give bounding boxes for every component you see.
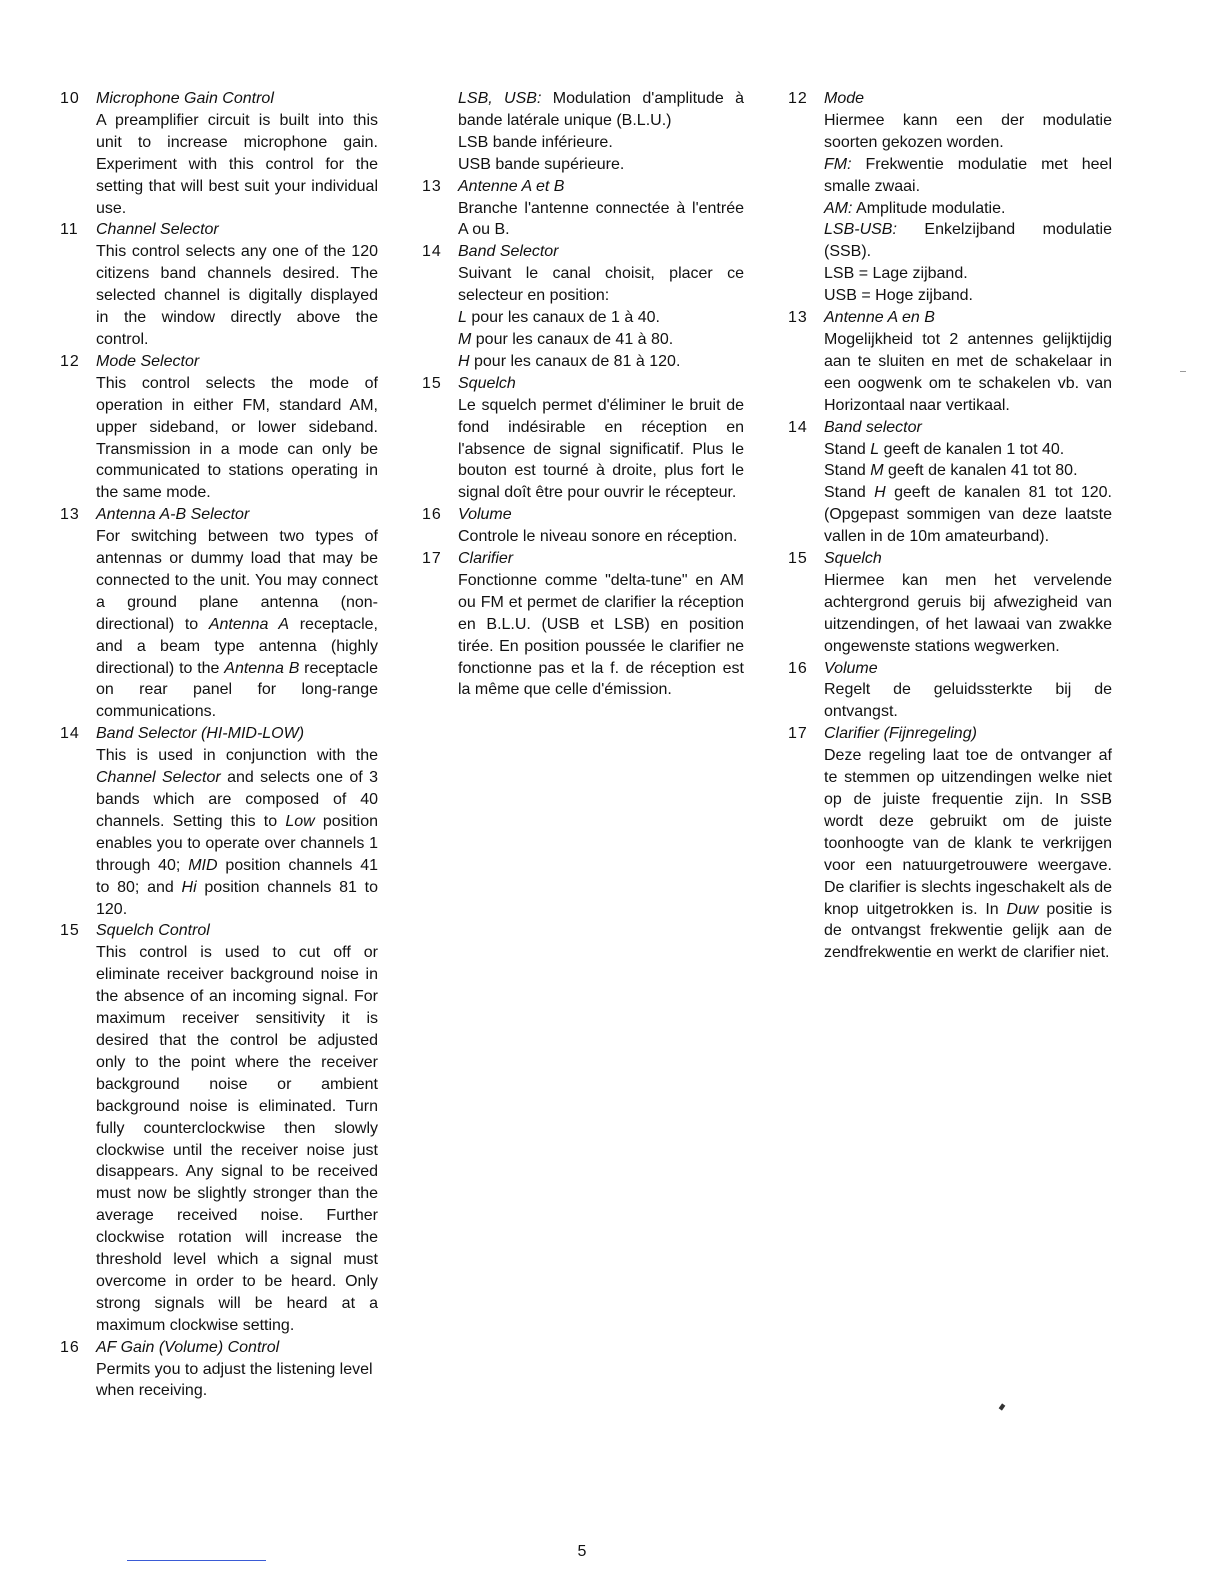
- text-run: Stand: [824, 484, 875, 502]
- text-run: receptacle, and a beam type antenna (highly directional) to the: [96, 615, 378, 677]
- italic-run: Hi: [181, 878, 197, 896]
- text-run: Modulation d'amplitude à bande latérale unique (B.L.U.): [458, 90, 744, 129]
- item-number: 17: [788, 725, 808, 743]
- text-run: pour les canaux de 1 à 40.: [466, 309, 660, 327]
- italic-run: L: [458, 309, 467, 327]
- text-run: Frekwentie modulatie met heel smalle zwaai.: [824, 155, 1112, 195]
- italic-run: Channel Selector: [96, 769, 221, 787]
- item-microphone-gain: [60, 88, 378, 219]
- item-text: [458, 88, 744, 132]
- item-text: Suivant le canal choisit, placer ce selecteur en position:: [458, 265, 744, 305]
- item-volume-nl: [788, 658, 1112, 724]
- item-mode-nl: [788, 88, 1112, 307]
- item-title: Squelch: [824, 550, 882, 568]
- item-number: 14: [788, 418, 808, 436]
- italic-run: AM:: [824, 199, 853, 217]
- item-channel-selector: [60, 219, 378, 350]
- ssb-line: [824, 219, 1112, 263]
- item-number: 10: [60, 90, 80, 107]
- item-number: 15: [788, 550, 808, 568]
- band-h-line: [824, 482, 1112, 548]
- italic-run: M: [870, 462, 884, 480]
- english-column: [60, 88, 378, 1402]
- item-title: Microphone Gain Control: [96, 90, 274, 107]
- item-text: This control is used to cut off or eliminate receiver background noise in the absence of an incoming signal. For maximum receiver sensitivity it is desired that the control be adjusted only to the point where the receiver background noise or ambient background noise is eliminated. Turn fully counterclockwise then slowly clockwise until the receiver noise just disappears. Any signal to be received must now be slightly stronger than the average received noise. Further clockwise rotation will increase the threshold level which a signal must overcome in order to be heard. Only strong signals will be heard at a maximum clockwise setting.: [96, 944, 378, 1334]
- footer-rule: [127, 1560, 266, 1561]
- item-antenne-nl: [788, 307, 1112, 417]
- italic-run: FM:: [824, 155, 852, 173]
- text-run: Stand: [824, 462, 871, 480]
- italic-run: M: [458, 330, 472, 348]
- item-title: Volume: [824, 659, 878, 677]
- item-mode-selector: [60, 351, 378, 504]
- scan-speck: [999, 1403, 1006, 1410]
- item-text: Permits you to adjust the listening level when receiving.: [96, 1360, 373, 1400]
- item-text: Regelt de geluidssterkte bij de ontvangst.: [824, 681, 1112, 721]
- italic-run: LSB-USB:: [824, 221, 897, 239]
- italic-run: MID: [188, 856, 218, 874]
- item-number: 16: [422, 506, 442, 524]
- band-h-line: [458, 351, 744, 373]
- item-text: This control selects the mode of operation in either FM, standard AM, upper sideband, or lower sideband. Transmission in a mode can only be communicated to stations operating in the same mode.: [96, 374, 378, 502]
- usb-line: USB = Hoge zijband.: [824, 287, 973, 305]
- item-title: AF Gain (Volume) Control: [96, 1338, 280, 1356]
- item-squelch-control: [60, 920, 378, 1336]
- item-lsb-usb: [422, 88, 744, 176]
- item-text: Controle le niveau sonore en réception.: [458, 528, 738, 546]
- item-number: 15: [422, 374, 442, 392]
- item-antenna-selector: [60, 504, 378, 723]
- band-l-line: [824, 439, 1112, 461]
- item-af-gain: [60, 1337, 378, 1403]
- item-number: 13: [788, 309, 808, 327]
- text-run: position channels 81 to 120.: [96, 878, 378, 918]
- text-run: receptacle on rear panel for long-range communications.: [96, 659, 379, 721]
- italic-run: H: [458, 352, 470, 370]
- item-clarifier-nl: [788, 723, 1112, 964]
- item-number: 11: [60, 221, 79, 239]
- item-text: [96, 745, 378, 920]
- item-band-selector-fr: [422, 241, 744, 372]
- item-squelch-nl: [788, 548, 1112, 658]
- item-number: 17: [422, 550, 442, 568]
- band-l-line: [458, 307, 744, 329]
- item-band-selector-nl: [788, 417, 1112, 548]
- item-antenne-a-b: [422, 176, 744, 242]
- text-run: This is used in conjunction with the: [96, 747, 378, 765]
- italic-run: Antenna B: [224, 659, 300, 677]
- item-number: 12: [60, 352, 80, 370]
- page-number: 5: [577, 1543, 587, 1560]
- text-run: geeft de kanalen 81 tot 120. (Opgepast sommigen van deze laatste vallen in de 10m amateurband).: [824, 484, 1112, 546]
- text-run: and selects one of 3 bands which are composed of 40 channels. Setting this to: [96, 769, 379, 830]
- item-title: Mode: [824, 90, 865, 107]
- item-title: Band Selector: [458, 243, 559, 261]
- italic-run: Antenna A: [208, 615, 290, 633]
- lsb-line: LSB bande inférieure.: [458, 133, 613, 151]
- item-text: A preamplifier circuit is built into this unit to increase microphone gain. Experiment with this control for the setting that will best suit your individual use.: [96, 111, 378, 217]
- item-number: 14: [422, 243, 442, 261]
- am-line: [824, 198, 1112, 220]
- item-title: Squelch: [458, 374, 516, 392]
- item-title: Mode Selector: [96, 352, 200, 370]
- item-title: Band Selector (HI-MID-LOW): [96, 725, 305, 743]
- italic-run: LSB, USB:: [458, 90, 542, 107]
- item-title: Antenne A et B: [458, 177, 565, 195]
- item-squelch-fr: [422, 373, 744, 504]
- italic-run: Low: [285, 812, 315, 830]
- italic-run: L: [870, 440, 880, 458]
- text-run: Stand: [824, 440, 871, 458]
- lsb-line: LSB = Lage zijband.: [824, 265, 968, 283]
- item-band-selector: [60, 723, 378, 920]
- item-title: Clarifier (Fijnregeling): [824, 725, 977, 743]
- dutch-column: [788, 88, 1112, 964]
- text-run: Amplitude modulatie.: [852, 199, 1006, 217]
- item-text: Mogelijkheid tot 2 antennes gelijktijdig aan te sluiten en met de schakelaar in een oogwenk om te schakelen vb. van Horizontaal naar vertikaal.: [824, 330, 1112, 414]
- item-number: 16: [788, 659, 808, 677]
- text-run: pour les canaux de 81 à 120.: [469, 352, 681, 370]
- scan-speck: [1180, 371, 1186, 372]
- item-text: Branche l'antenne connectée à l'entrée A ou B.: [458, 199, 744, 239]
- item-text: Hiermee kan men het vervelende achtergrond geruis bij afwezigheid van uitzendingen, of het lawaai van zwakke ongewenste stations wegwerken.: [824, 571, 1112, 655]
- item-title: Channel Selector: [96, 221, 219, 239]
- band-m-line: [824, 460, 1112, 482]
- text-run: Deze regeling laat toe de ontvanger af te stemmen op uitzendingen welke niet op de juiste frequentie zijn. In SSB wordt deze gebruikt om de juiste toonhoogte van de klank te verkrijgen voor een natuurgetrouwere weergave. De clarifier is slechts ingeschakelt als de knop uitgetrokken is. In: [824, 747, 1112, 918]
- fm-line: [824, 154, 1112, 198]
- item-text: [824, 745, 1112, 964]
- item-number: 13: [60, 506, 80, 524]
- item-title: Volume: [458, 506, 512, 524]
- text-run: position enables you to operate over channels 1 through 40;: [96, 812, 379, 874]
- item-text: [96, 526, 378, 723]
- item-text: Hiermee kann een der modulatie soorten gekozen worden.: [824, 111, 1112, 151]
- text-run: geeft de kanalen 41 tot 80.: [883, 462, 1078, 480]
- text-run: pour les canaux de 41 à 80.: [471, 330, 674, 348]
- item-volume-fr: [422, 504, 744, 548]
- item-number: 13: [422, 177, 442, 195]
- item-number: 14: [60, 725, 80, 743]
- item-number: 12: [788, 90, 808, 107]
- item-title: Band selector: [824, 418, 922, 436]
- item-text: This control selects any one of the 120 citizens band channels desired. The selected channel is digitally displayed in the window directly above the control.: [96, 243, 378, 348]
- item-number: 16: [60, 1338, 80, 1356]
- item-title: Antenne A en B: [824, 309, 935, 327]
- text-run: geeft de kanalen 1 tot 40.: [879, 440, 1065, 458]
- item-clarifier-fr: [422, 548, 744, 701]
- text-run: positie is de ontvangst frekwentie gelijk aan de zendfrekwentie en werkt de clarifier niet.: [824, 900, 1112, 962]
- item-number: 15: [60, 922, 80, 940]
- item-text: Le squelch permet d'éliminer le bruit de fond indésirable en réception en l'absence de signal significatif. Plus le bouton est tourné à droite, plus fort le signal doît être pour ouvrir le récepteur.: [458, 396, 744, 502]
- italic-run: H: [874, 484, 886, 502]
- text-run: For switching between two types of antennas or dummy load that may be connected to the unit. You may connect a ground plane antenna (non-directional) to: [96, 528, 378, 633]
- text-run: Enkelzijband modulatie (SSB).: [824, 221, 1112, 261]
- item-text: Fonctionne comme "delta-tune" en AM ou FM et permet de clarifier la réception en B.L.U. (USB et LSB) en position tirée. En position poussée le clarifier ne fonctionne pas et la f. de réception est la même que celle d'émission.: [458, 571, 744, 699]
- text-run: position channels 41 to 80; and: [96, 856, 379, 896]
- item-title: Squelch Control: [96, 922, 210, 940]
- band-m-line: [458, 329, 744, 351]
- italic-run: Duw: [1006, 900, 1039, 918]
- item-title: Clarifier: [458, 550, 514, 568]
- french-column: [422, 88, 744, 701]
- usb-line: USB bande supérieure.: [458, 155, 625, 173]
- item-title: Antenna A-B Selector: [96, 506, 250, 524]
